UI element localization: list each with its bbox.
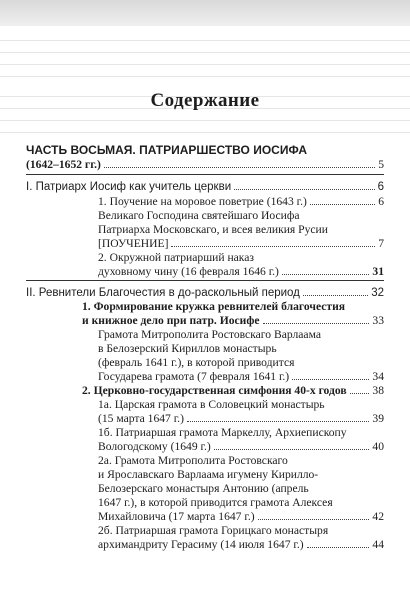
leader-dots bbox=[258, 519, 370, 520]
leader-dots bbox=[350, 393, 370, 394]
leader-dots bbox=[187, 421, 369, 422]
page-number: 42 bbox=[372, 510, 384, 523]
page-number: 40 bbox=[372, 440, 384, 453]
entry-label: Белозерскаго монастыря Антонию (апрель bbox=[98, 482, 309, 495]
page-number: 34 bbox=[372, 370, 384, 383]
leader-dots bbox=[303, 295, 368, 296]
entry-label: II. Ревнители Благочестия в до-раскольный период bbox=[26, 287, 300, 299]
toc-entry[interactable] bbox=[98, 538, 384, 551]
entry-label: 1647 г.), в которой приводится грамота Алексея bbox=[98, 496, 333, 509]
entry-label: [ПОУЧЕНИЕ] bbox=[98, 237, 169, 250]
part-title: ЧАСТЬ ВОСЬМАЯ. ПАТРИАРШЕСТВО ИОСИФА bbox=[26, 143, 308, 157]
page-number: 31 bbox=[372, 265, 384, 278]
leader-dots bbox=[171, 246, 375, 247]
entry-label: Великаго Господина святейшаго Иосифа bbox=[98, 209, 300, 222]
toc-entry[interactable] bbox=[98, 195, 384, 208]
entry-label: и книжное дело при патр. Иосифе bbox=[82, 314, 260, 327]
entry-label: 1б. Патриаршая грамота Маркеллу, Архиепископу bbox=[98, 426, 347, 439]
page-number: 6 bbox=[377, 181, 384, 193]
entry-label: (февраль 1641 г.), в которой приводится bbox=[98, 356, 295, 369]
toc-entry-subsection[interactable] bbox=[82, 314, 384, 327]
entry-label: Государева грамота (7 февраля 1641 г.) bbox=[98, 370, 290, 383]
divider bbox=[26, 280, 384, 281]
entry-label: 1. Поучение на моровое поветрие (1643 г.) bbox=[98, 195, 307, 208]
entry-label: Вологодскому (1649 г.) bbox=[98, 440, 211, 453]
part-years: (1642–1652 гг.) bbox=[26, 158, 101, 171]
toc-entry-section-2[interactable] bbox=[26, 287, 384, 300]
entry-label: 2а. Грамота Митрополита Ростовскаго bbox=[98, 454, 288, 467]
page-number: 39 bbox=[372, 412, 384, 425]
toc-entry[interactable] bbox=[98, 440, 384, 453]
entry-label: Михайловича (17 марта 1647 г.) bbox=[98, 510, 255, 523]
page-number: 44 bbox=[372, 538, 384, 551]
toc-entry[interactable] bbox=[98, 265, 384, 278]
page-number: 38 bbox=[372, 384, 384, 397]
leader-dots bbox=[263, 323, 370, 324]
leader-dots bbox=[292, 379, 369, 380]
entry-label: и Ярославскаго Варлаама игумену Кирилло- bbox=[98, 468, 319, 481]
toc-entry-section-1[interactable] bbox=[26, 181, 384, 194]
entry-label: Грамота Митрополита Ростовскаго Варлаама bbox=[98, 328, 321, 341]
toc-entry-part[interactable] bbox=[26, 158, 384, 171]
toc-entry[interactable] bbox=[98, 412, 384, 425]
page-number: 5 bbox=[378, 158, 384, 171]
leader-dots bbox=[234, 189, 374, 190]
page-title: Содержание bbox=[150, 90, 260, 111]
entry-label: 1а. Царская грамота в Соловецкий монастырь bbox=[98, 398, 325, 411]
entry-label: 2. Церковно-государственная симфония 40-х годов bbox=[82, 384, 347, 397]
leader-dots bbox=[104, 167, 375, 168]
toc-entry[interactable] bbox=[98, 237, 384, 250]
entry-label: 2. Окружной патриарший наказ bbox=[98, 251, 254, 264]
divider bbox=[26, 174, 384, 175]
entry-label: духовному чину (16 февраля 1646 г.) bbox=[98, 265, 279, 278]
leader-dots bbox=[307, 547, 370, 548]
entry-label: (15 марта 1647 г.) bbox=[98, 412, 184, 425]
page-number: 32 bbox=[371, 287, 384, 299]
entry-label: I. Патриарх Иосиф как учитель церкви bbox=[26, 181, 232, 193]
toc-entry-subsection[interactable] bbox=[82, 384, 384, 397]
page-number: 6 bbox=[378, 195, 384, 208]
entry-label: архимандриту Герасиму (14 июля 1647 г.) bbox=[98, 538, 304, 551]
toc-entry[interactable] bbox=[98, 370, 384, 383]
leader-dots bbox=[282, 274, 369, 275]
toc-entry[interactable] bbox=[98, 510, 384, 523]
leader-dots bbox=[310, 204, 375, 205]
toc-page bbox=[26, 0, 384, 589]
entry-label: в Белозерский Кириллов монастырь bbox=[98, 342, 277, 355]
page-number: 33 bbox=[372, 314, 384, 327]
leader-dots bbox=[214, 449, 370, 450]
entry-label: 1. Формирование кружка ревнителей благочестия bbox=[82, 300, 346, 313]
page-number: 7 bbox=[378, 237, 384, 250]
entry-label: 2б. Патриаршая грамота Горицкаго монастыря bbox=[98, 524, 329, 537]
entry-label: Патриарха Московскаго, и всея великия Русии bbox=[98, 223, 328, 236]
